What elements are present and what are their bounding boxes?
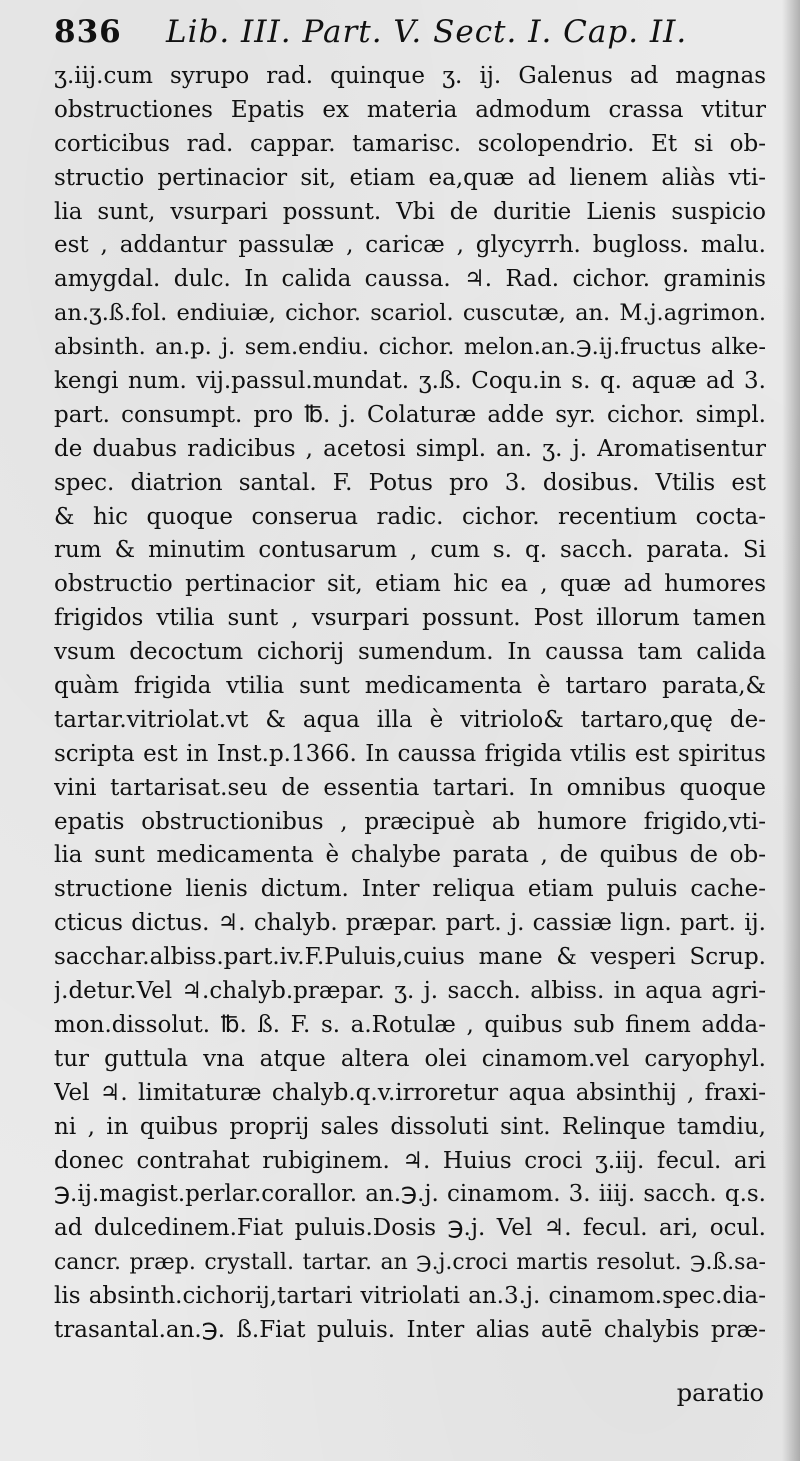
text-line: kengi num. vij.passul.mundat. ʒ.ß. Coqu.in s. q. aquæ ad 3. xyxy=(54,368,766,395)
text-line: lia sunt, vsurpari possunt. Vbi de duritie Lienis suspicio xyxy=(54,198,766,225)
text-line: est , addantur passulæ , caricæ , glycyrrh. bugloss. malu. xyxy=(54,232,766,259)
text-line: ʒ.iij.cum syrupo rad. quinque ʒ. ij. Galenus ad magnas xyxy=(54,63,766,89)
text-line: part. consumpt. pro ℔. j. Colaturæ adde syr. cichor. simpl. xyxy=(54,401,766,428)
text-line: de duabus radicibus , acetosi simpl. an. ʒ. j. Aromatisentur xyxy=(54,435,766,462)
text-line: tur guttula vna atque altera olei cinamom.vel caryophyl. xyxy=(54,1045,766,1072)
text-line: absinth. an.p. j. sem.endiu. cichor. melon.an.℈.ij.fructus alke- xyxy=(54,334,766,361)
text-line: ni , in quibus proprij sales dissoluti sint. Relinque tamdiu, xyxy=(54,1113,766,1140)
text-line: vini tartarisat.seu de essentia tartari. In omnibus quoque xyxy=(54,774,766,801)
page-number: 836 xyxy=(54,14,122,50)
text-line: structio pertinacior sit, etiam ea,quæ ad lienem aliàs vti- xyxy=(54,164,766,191)
running-head xyxy=(54,14,774,60)
text-line: lia sunt medicamenta è chalybe parata , de quibus de ob- xyxy=(54,842,766,869)
text-line: mon.dissolut. ℔. ß. F. s. a.Rotulæ , quibus sub finem adda- xyxy=(54,1011,766,1038)
text-line: quàm frigida vtilia sunt medicamenta è tartaro parata,& xyxy=(54,673,766,700)
text-line: amygdal. dulc. In calida caussa. ♃. Rad. cichor. graminis xyxy=(54,266,766,293)
text-line: & hic quoque conserua radic. cichor. recentium cocta- xyxy=(54,503,766,530)
text-line: Vel ♃. limitaturæ chalyb.q.v.irroretur aqua absinthij , fraxi- xyxy=(54,1079,766,1106)
text-line: ad dulcedinem.Fiat puluis.Dosis ℈.j. Vel ♃. fecul. ari, ocul. xyxy=(54,1215,766,1242)
page-edge-shadow xyxy=(782,0,800,1461)
text-line: corticibus rad. cappar. tamarisc. scolopendrio. Et si ob- xyxy=(54,130,766,157)
text-line: spec. diatrion santal. F. Potus pro 3. dosibus. Vtilis est xyxy=(54,469,766,496)
text-line: scripta est in Inst.p.1366. In caussa frigida vtilis est spiritus xyxy=(54,740,766,767)
text-line: frigidos vtilia sunt , vsurpari possunt. Post illorum tamen xyxy=(54,605,766,632)
text-line: obstructiones Epatis ex materia admodum crassa vtitur xyxy=(54,96,766,123)
text-line: tartar.vitriolat.vt & aqua illa è vitriolo& tartaro,quę de- xyxy=(54,706,766,733)
text-line: donec contrahat rubiginem. ♃. Huius croci ʒ.iij. fecul. ari xyxy=(54,1147,766,1174)
catchword: paratio xyxy=(676,1379,764,1407)
text-line: epatis obstructionibus , præcipuè ab humore frigido,vti- xyxy=(54,808,766,835)
text-line: lis absinth.cichorij,tartari vitriolati an.3.j. cinamom.spec.dia- xyxy=(54,1283,766,1310)
text-line: ℈.ij.magist.perlar.corallor. an.℈.j. cinamom. 3. iiij. sacch. q.s. xyxy=(54,1181,766,1208)
text-line: rum & minutim contusarum , cum s. q. sacch. parata. Si xyxy=(54,537,766,564)
text-line: trasantal.an.℈. ß.Fiat puluis. Inter alias autē chalybis præ- xyxy=(54,1316,766,1343)
text-line: obstructio pertinacior sit, etiam hic ea , quæ ad humores xyxy=(54,571,766,598)
text-line: sacchar.albiss.part.iv.F.Puluis,cuius mane & vesperi Scrup. xyxy=(54,944,766,971)
text-line: structione lienis dictum. Inter reliqua etiam puluis cache- xyxy=(54,876,766,903)
text-line: vsum decoctum cichorij sumendum. In caussa tam calida xyxy=(54,639,766,666)
body-text xyxy=(54,60,766,1348)
text-line: j.detur.Vel ♃.chalyb.præpar. ʒ. j. sacch. albiss. in aqua agri- xyxy=(54,978,766,1005)
text-line: an.ʒ.ß.fol. endiuiæ, cichor. scariol. cuscutæ, an. M.j.agrimon. xyxy=(54,300,766,327)
text-line: cticus dictus. ♃. chalyb. præpar. part. j. cassiæ lign. part. ij. xyxy=(54,910,766,937)
text-line: cancr. præp. crystall. tartar. an ℈.j.croci martis resolut. ℈.ß.sa- xyxy=(54,1250,766,1276)
running-head-title: Lib. III. Part. V. Sect. I. Cap. II. xyxy=(166,14,688,50)
